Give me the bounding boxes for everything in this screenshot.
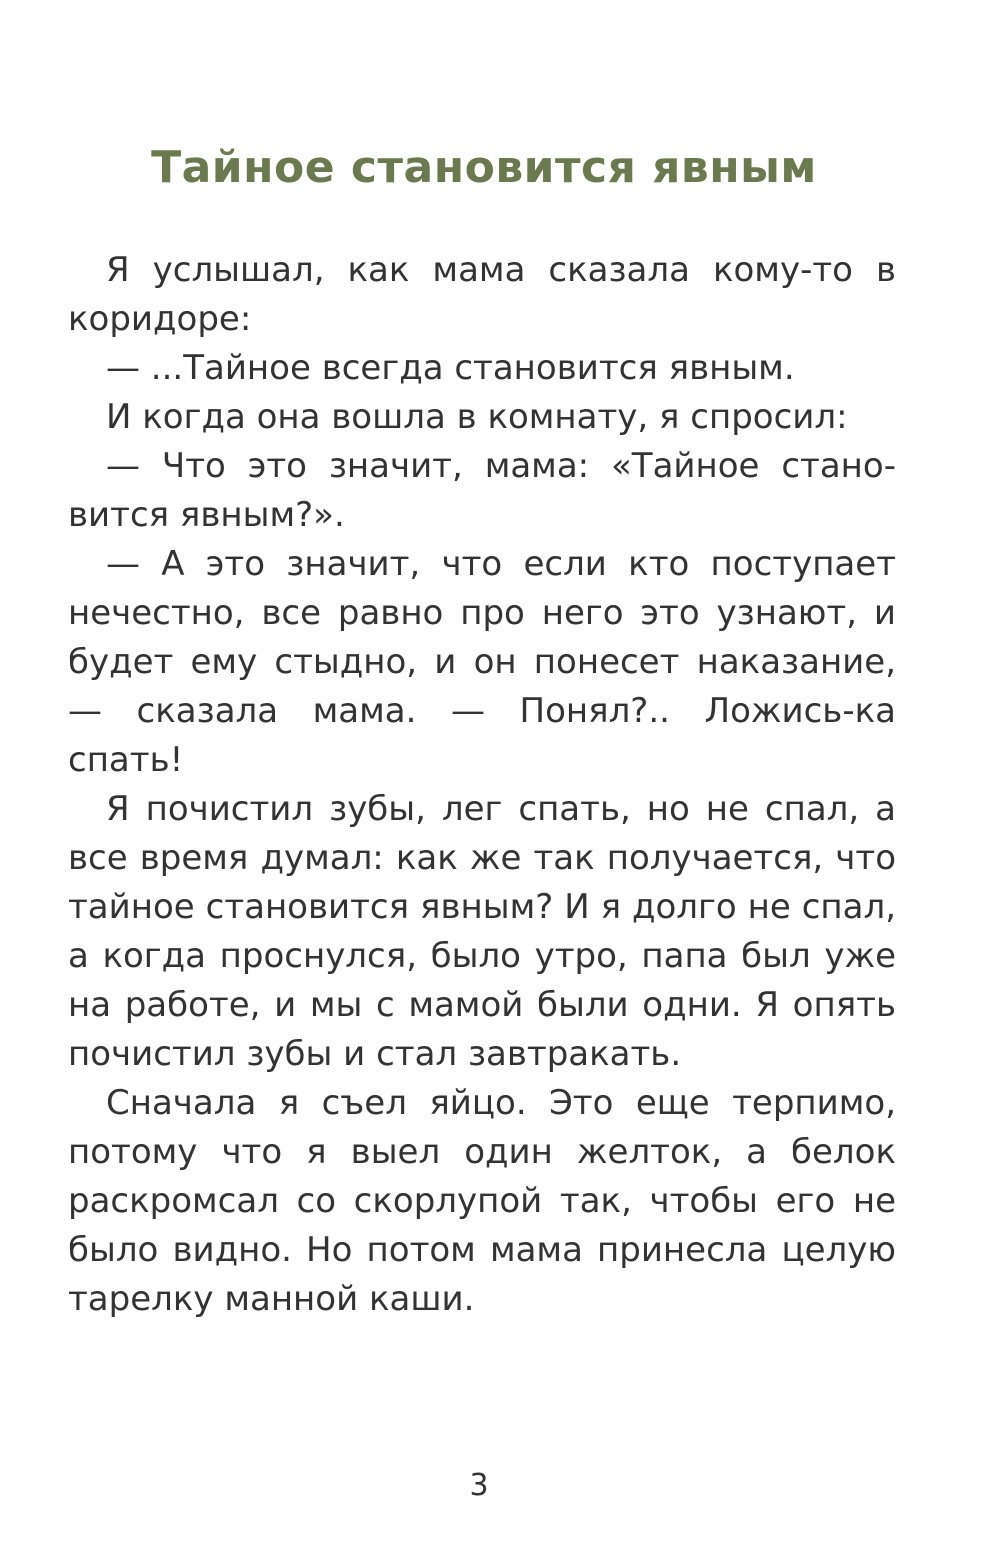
paragraph: — ...Тайное всегда становится явным. xyxy=(106,348,795,388)
chapter-text xyxy=(68,246,896,1324)
paragraph: Я услышал, как мама сказала кому-то в коридоре: xyxy=(68,250,896,339)
paragraph: И когда она вошла в комнату, я спросил: xyxy=(106,397,848,437)
paragraph: — Что это значит, мама: «Тайное становится явным?». xyxy=(68,446,896,535)
chapter-title: Тайное становится явным xyxy=(151,142,817,193)
page-number: 3 xyxy=(469,1468,489,1503)
paragraph: Сначала я съел яйцо. Это еще терпимо, потому что я выел один желток, а белок раскромсал со скорлупой так, чтобы его не было видно. Но потом мама принесла целую тарелку манной каши. xyxy=(68,1083,896,1319)
paragraph: Я почистил зубы, лег спать, но не спал, а все время думал: как же так получается, что тайное становится явным? И я долго не спал, а когда проснулся, было утро, папа был уже на работе, и мы с мамой были одни. Я опять почистил зубы и стал завтракать. xyxy=(68,789,896,1074)
paragraph: — А это значит, что если кто поступает нечестно, все равно про него это узнают, и будет ему стыдно, и он понесет наказание, — сказала мама. — Понял?.. Ложись-ка спать! xyxy=(68,544,896,780)
